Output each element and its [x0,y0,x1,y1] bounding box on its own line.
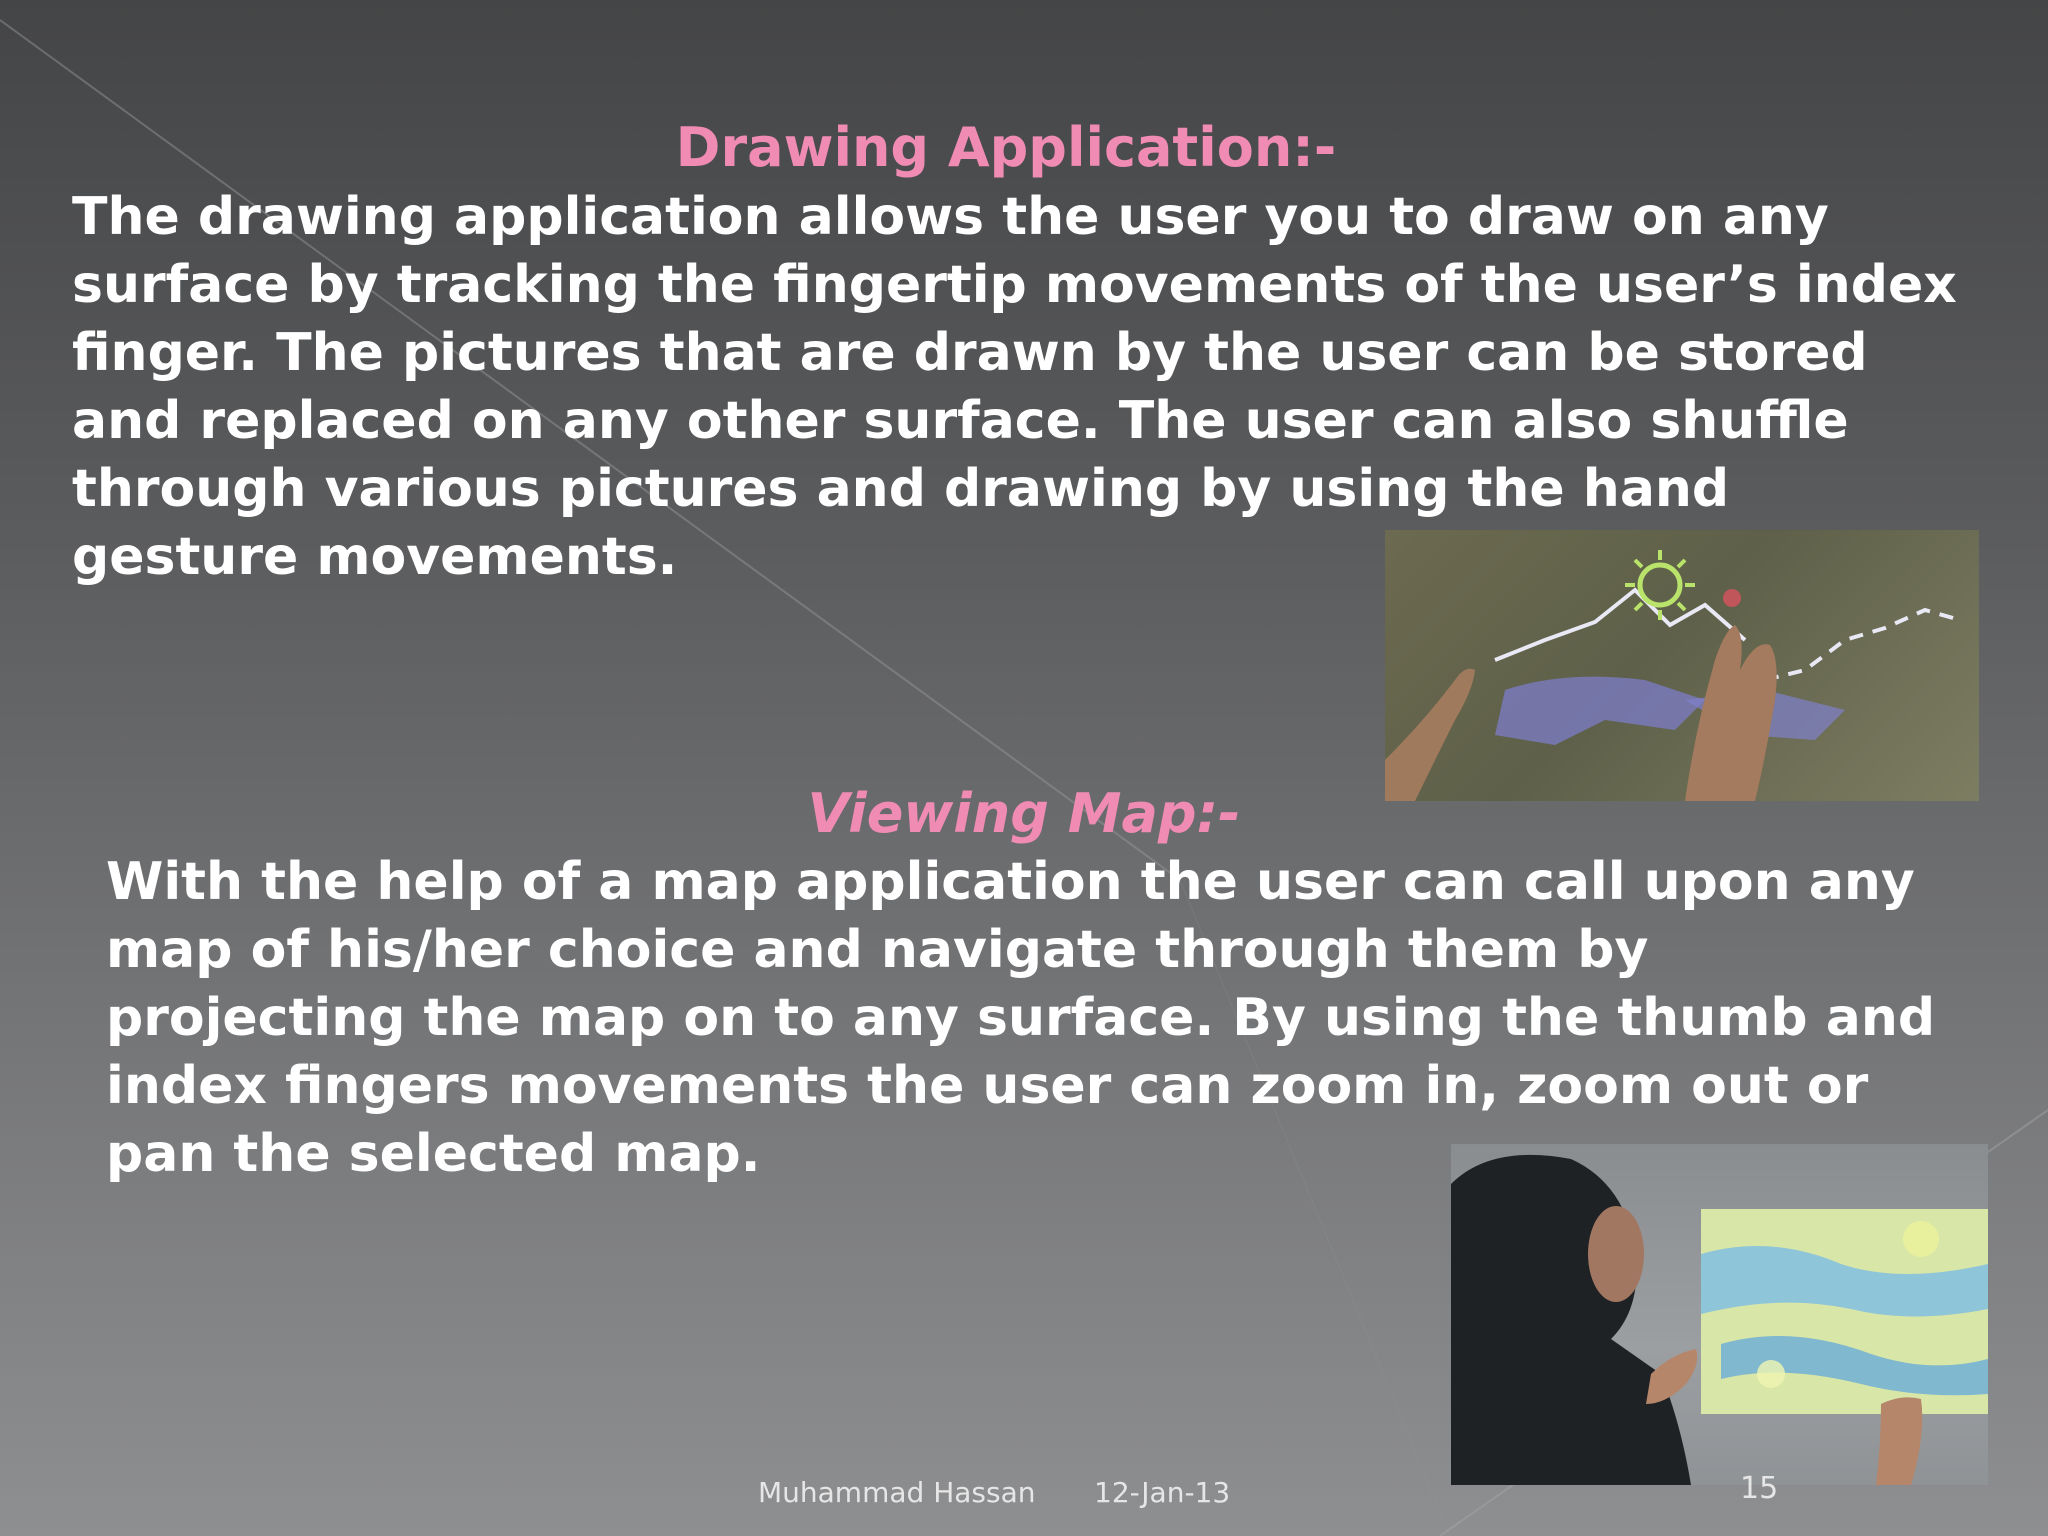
footer-date: 12-Jan-13 [1094,1476,1231,1509]
footer-author: Muhammad Hassan [758,1476,1036,1509]
drawing-application-text: The drawing application allows the user you to draw on any surface by tracking the fingertip movements of the user’s index finger. The pictures that are drawn by the user can be stored and replaced on any other surface. The user can also shuffle through various pictures and drawing by using the hand gesture movements. [72,187,1957,587]
drawing-application-heading: Drawing Application:- [675,116,1337,179]
drawing-application-photo [1385,530,1979,801]
viewing-map-photo [1451,1144,1988,1485]
page-number: 15 [1740,1471,1779,1506]
viewing-map-text: With the help of a map application the user can call upon any map of his/her choice and navigate through them by projecting the map on to any surface. By using the thumb and index fingers movements the user can zoom in, zoom out or pan the selected map. [106,852,1936,1184]
viewing-map-heading: Viewing Map:- [807,782,1241,845]
